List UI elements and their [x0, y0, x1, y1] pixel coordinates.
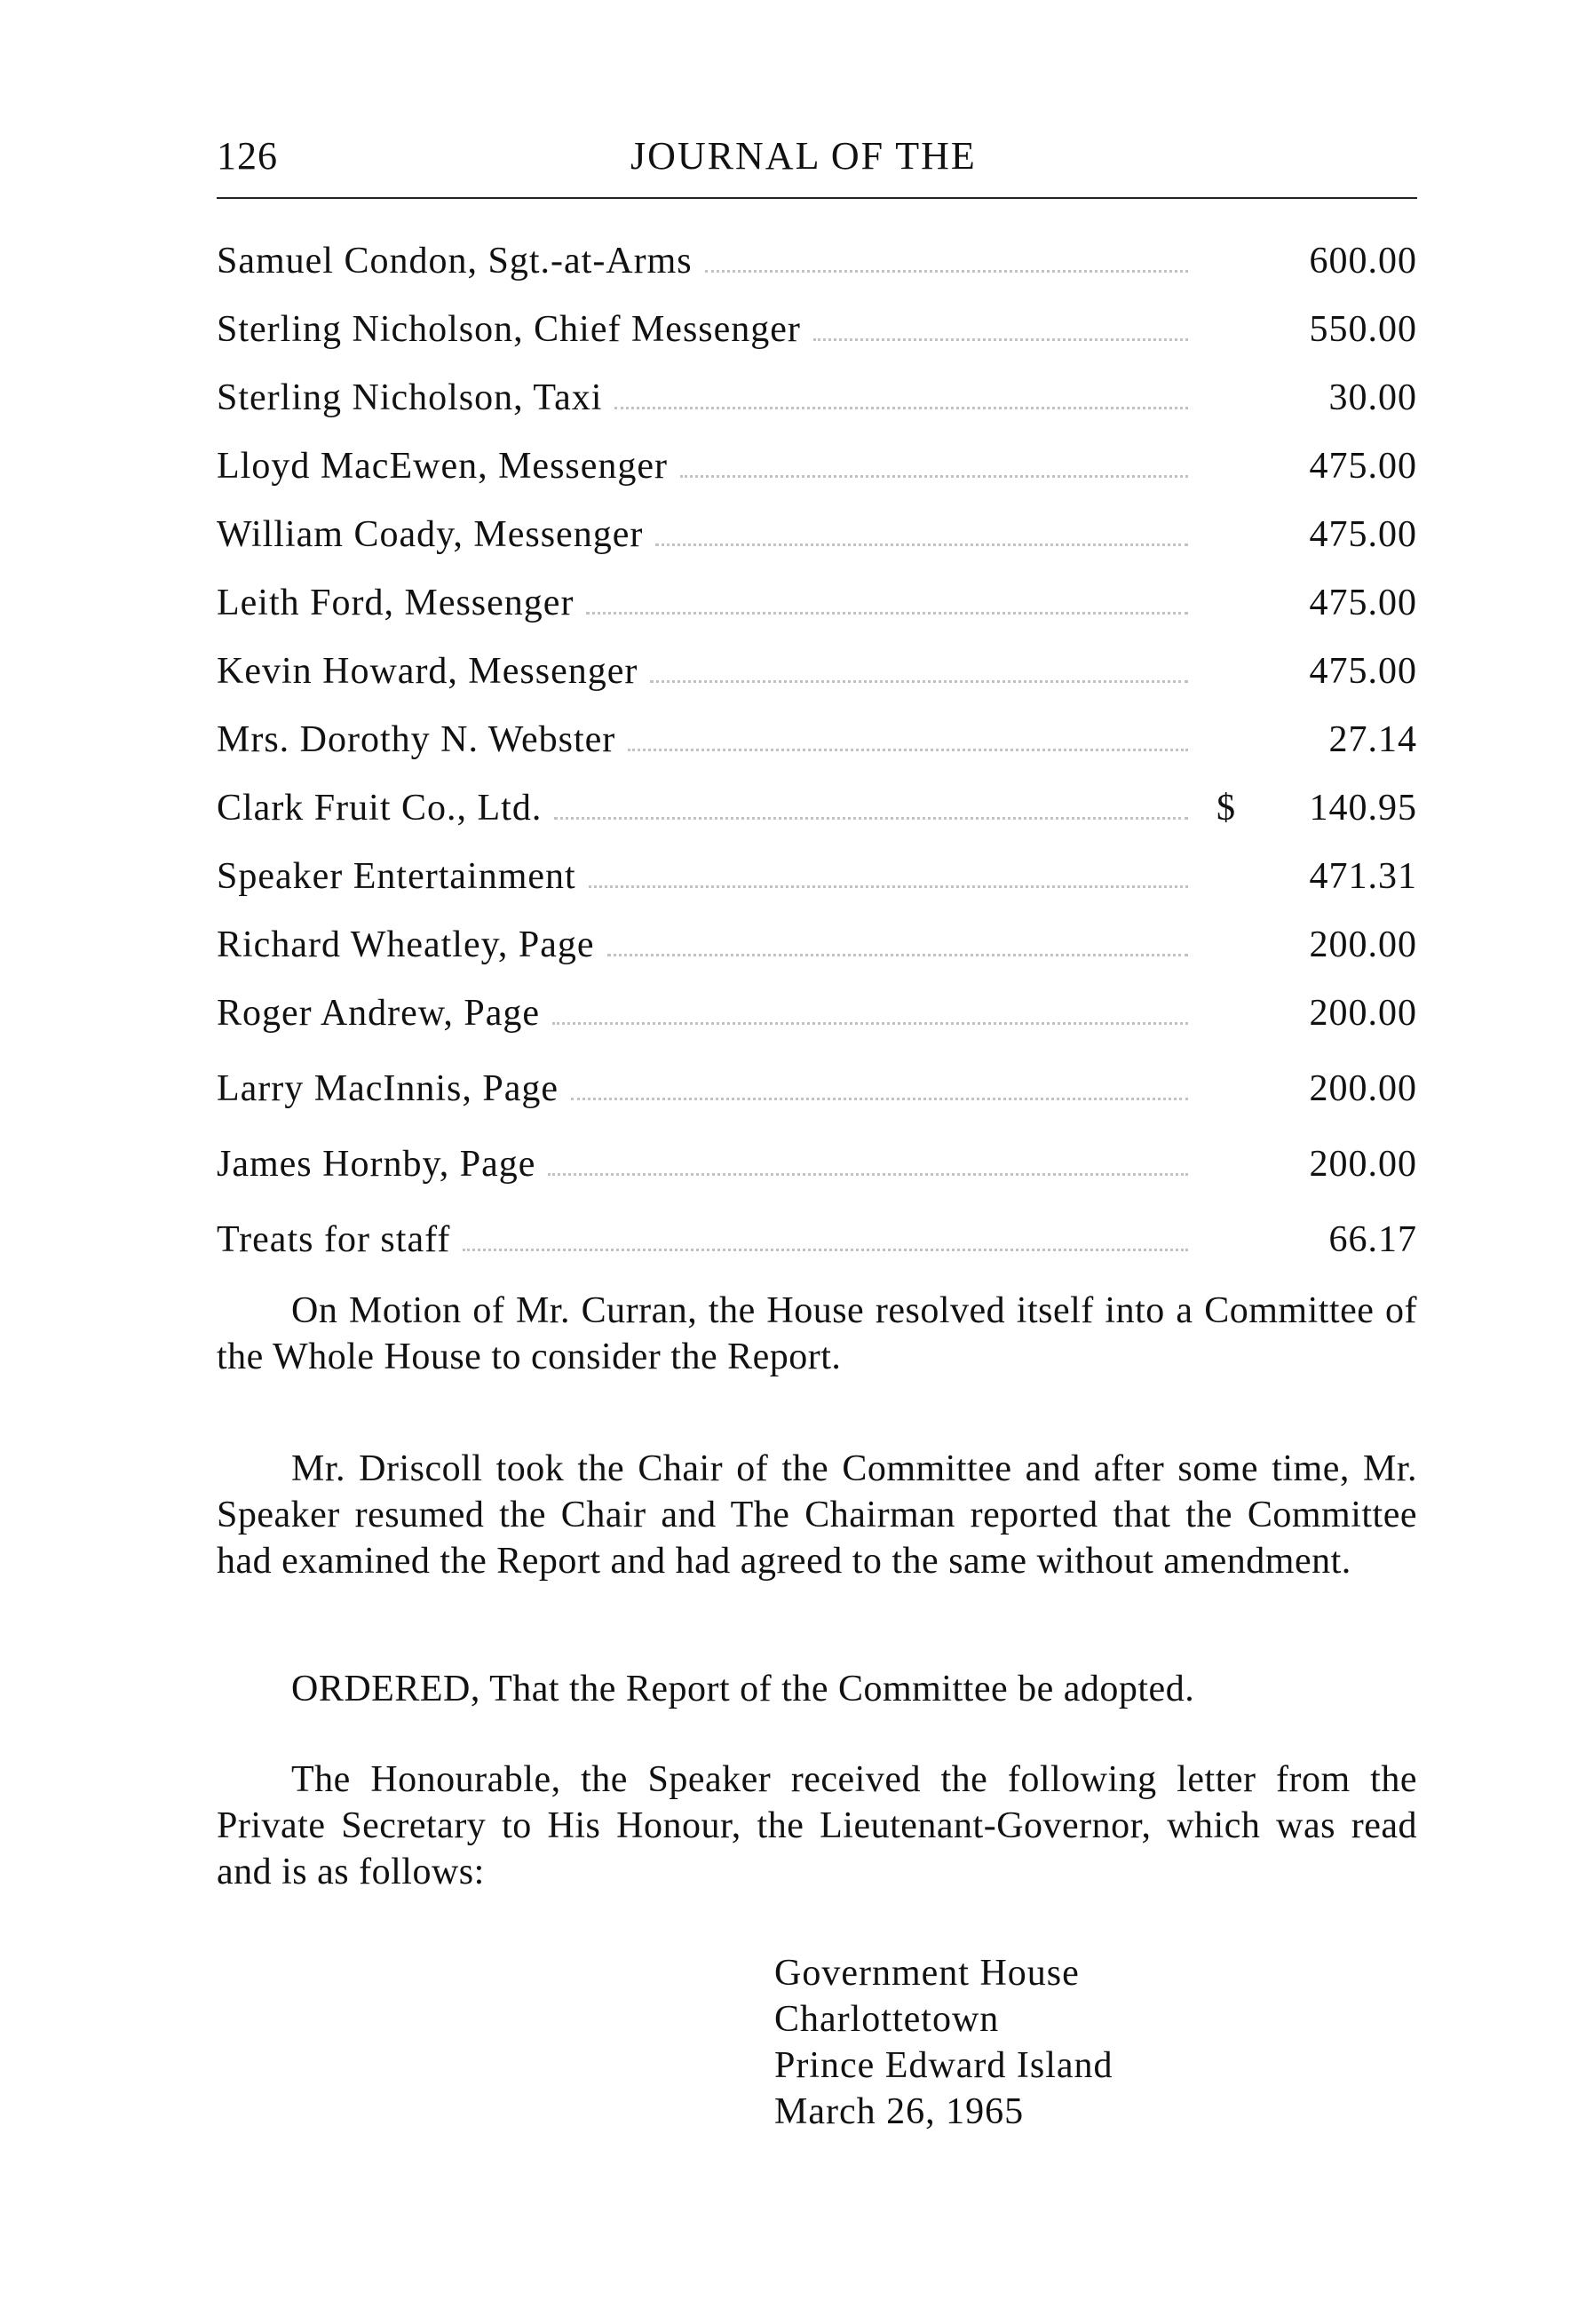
- ledger-amount: 200.00: [1309, 1144, 1417, 1185]
- ledger-row: [217, 650, 1417, 718]
- letter-intro-paragraph: [217, 1757, 1417, 1895]
- dot-leader: [705, 240, 1188, 273]
- ledger-name: Lloyd MacEwen, Messenger: [217, 446, 669, 487]
- header-rule: [217, 197, 1417, 199]
- ledger-amount: 200.00: [1309, 993, 1417, 1034]
- address-line: Government House: [774, 1953, 1080, 1994]
- ordered-paragraph: [217, 1666, 1417, 1712]
- ledger-name: James Hornby, Page: [217, 1144, 536, 1185]
- dot-leader: [607, 924, 1188, 956]
- ledger-amount: 475.00: [1309, 651, 1417, 692]
- ledger-name: Larry MacInnis, Page: [217, 1068, 559, 1109]
- dot-leader: [554, 787, 1188, 820]
- ledger-name: Samuel Condon, Sgt.-at-Arms: [217, 241, 693, 282]
- driscoll-paragraph: [217, 1446, 1417, 1584]
- currency-symbol: $: [1216, 788, 1236, 829]
- ledger-amount: 475.00: [1309, 446, 1417, 487]
- dot-leader: [552, 992, 1188, 1025]
- motion-paragraph: [217, 1288, 1417, 1380]
- ledger-name: Kevin Howard, Messenger: [217, 651, 638, 692]
- ledger-row: [217, 855, 1417, 924]
- ledger-amount: 475.00: [1309, 583, 1417, 623]
- ledger-amount: 200.00: [1309, 924, 1417, 965]
- dot-leader: [628, 718, 1188, 751]
- ledger-row: [217, 377, 1417, 445]
- ledger-name: Roger Andrew, Page: [217, 993, 541, 1034]
- dot-leader: [813, 308, 1188, 341]
- dot-leader: [655, 513, 1188, 546]
- ledger-amount: 471.31: [1309, 856, 1417, 897]
- ledger-name: Treats for staff: [217, 1219, 451, 1260]
- dot-leader: [586, 582, 1188, 615]
- dot-leader: [650, 650, 1188, 683]
- address-line: Charlottetown: [774, 1999, 1000, 2040]
- letter-address-block: [774, 1950, 1113, 2135]
- ledger-row: [217, 924, 1417, 992]
- page-header: [217, 133, 1417, 195]
- running-head: JOURNAL OF THE: [630, 134, 977, 178]
- ledger-row: [217, 1067, 1417, 1143]
- driscoll-text: Mr. Driscoll took the Chair of the Committee and after some time, Mr. Speaker resumed the Chair and The Chairman reported that the Committee had examined the Report and had agreed to the same without amendment.: [217, 1448, 1417, 1582]
- address-line: Prince Edward Island: [774, 2045, 1113, 2086]
- ledger-row: [217, 445, 1417, 513]
- dot-leader: [571, 1067, 1188, 1100]
- dot-leader: [680, 445, 1188, 478]
- dot-leader: [614, 377, 1188, 409]
- ledger-row: [217, 992, 1417, 1067]
- letter-intro-text: The Honourable, the Speaker received the following letter from the Private Secretary to His Honour, the Lieutenant-Governor, which was read and is as follows:: [217, 1759, 1417, 1892]
- ledger-row: [217, 308, 1417, 377]
- ledger-amount: 66.17: [1328, 1219, 1417, 1260]
- ledger-amount: 550.00: [1309, 309, 1417, 350]
- ledger-amount: 600.00: [1309, 241, 1417, 282]
- motion-text: On Motion of Mr. Curran, the House resolved itself into a Committee of the Whole House to consider the Report.: [217, 1290, 1417, 1377]
- ledger-name: Clark Fruit Co., Ltd.: [217, 788, 543, 829]
- dot-leader: [463, 1218, 1188, 1251]
- ledger-row: [217, 582, 1417, 650]
- ledger-row: [217, 1143, 1417, 1218]
- ledger-row: [217, 513, 1417, 582]
- page-number: 126: [217, 134, 278, 178]
- ledger-amount: 140.95: [1309, 788, 1417, 829]
- dot-leader: [589, 855, 1188, 888]
- ledger-name: Leith Ford, Messenger: [217, 583, 575, 623]
- ledger-amount: 30.00: [1328, 377, 1417, 418]
- ledger-name: Sterling Nicholson, Chief Messenger: [217, 309, 801, 350]
- dot-leader: [548, 1143, 1188, 1176]
- ledger-amount: 200.00: [1309, 1068, 1417, 1109]
- ledger-name: Richard Wheatley, Page: [217, 924, 595, 965]
- ledger-name: Mrs. Dorothy N. Webster: [217, 719, 616, 760]
- ledger-row: [217, 718, 1417, 787]
- expense-ledger: [217, 240, 1417, 1287]
- ordered-text: ORDERED, That the Report of the Committee be adopted.: [291, 1669, 1195, 1709]
- ledger-row: [217, 1218, 1417, 1287]
- ledger-amount: 475.00: [1309, 514, 1417, 555]
- ledger-name: Speaker Entertainment: [217, 856, 576, 897]
- ledger-name: Sterling Nicholson, Taxi: [217, 377, 603, 418]
- address-date: March 26, 1965: [774, 2091, 1025, 2132]
- ledger-amount: 27.14: [1328, 719, 1417, 760]
- ledger-row: [217, 240, 1417, 308]
- ledger-name: William Coady, Messenger: [217, 514, 644, 555]
- ledger-row: [217, 787, 1417, 855]
